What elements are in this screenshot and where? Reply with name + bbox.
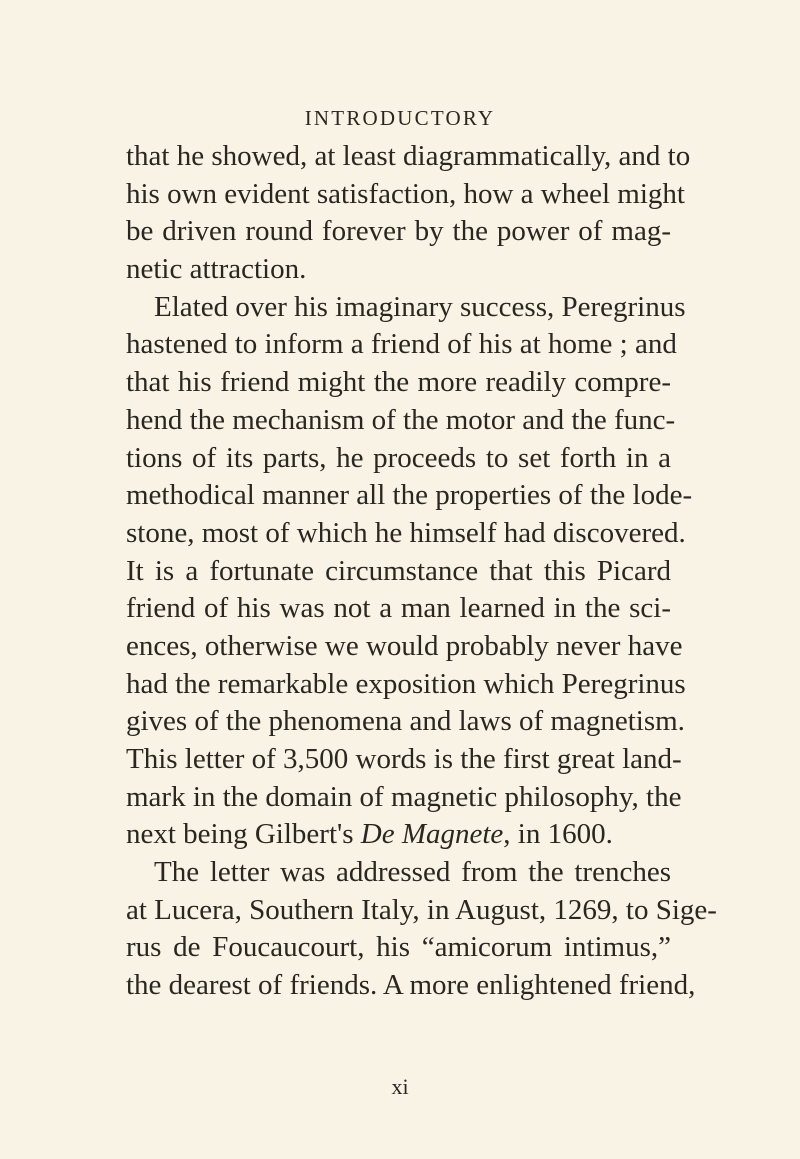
text-line: his own evident satisfaction, how a wheel might	[126, 177, 685, 210]
text-line: Elated over his imaginary success, Peregrinus	[154, 290, 686, 323]
text-line: ences, otherwise we would probably never have	[126, 629, 683, 662]
text-line: gives of the phenomena and laws of magnetism.	[126, 705, 685, 738]
text-line: next being Gilbert's De Magnete, in 1600.	[126, 818, 613, 851]
text-line: The letter was addressed from the trenches	[154, 856, 671, 889]
page-number: xi	[391, 1074, 409, 1099]
text-line: at Lucera, Southern Italy, in August, 1269, to Sige-	[126, 893, 717, 926]
text-line: It is a fortunate circumstance that this Picard	[126, 554, 671, 587]
body-text	[126, 138, 717, 1005]
book-title: De Magnete	[360, 818, 504, 851]
text-line: netic attraction.	[126, 253, 307, 286]
text-line: stone, most of which he himself had discovered.	[126, 516, 686, 549]
text-line: be driven round forever by the power of mag-	[126, 215, 671, 248]
text-line: tions of its parts, he proceeds to set forth in a	[126, 441, 671, 474]
text-line: mark in the domain of magnetic philosophy, the	[126, 780, 682, 813]
text-line: that he showed, at least diagrammatically, and to	[126, 140, 691, 172]
text-line: hend the mechanism of the motor and the func-	[126, 403, 676, 436]
text-line: rus de Foucaucourt, his “amicorum intimus,”	[126, 931, 671, 964]
text-line: methodical manner all the properties of the lode-	[126, 479, 693, 512]
text-line: hastened to inform a friend of his at home ; and	[126, 328, 677, 361]
text-line: had the remarkable exposition which Peregrinus	[126, 667, 686, 700]
text-line: friend of his was not a man learned in the sci-	[126, 592, 671, 625]
text-line: This letter of 3,500 words is the first great land-	[126, 743, 682, 775]
text-line: the dearest of friends. A more enlightened friend,	[126, 969, 696, 1002]
running-head: INTRODUCTORY	[304, 106, 496, 130]
text-line: that his friend might the more readily compre-	[126, 366, 671, 399]
